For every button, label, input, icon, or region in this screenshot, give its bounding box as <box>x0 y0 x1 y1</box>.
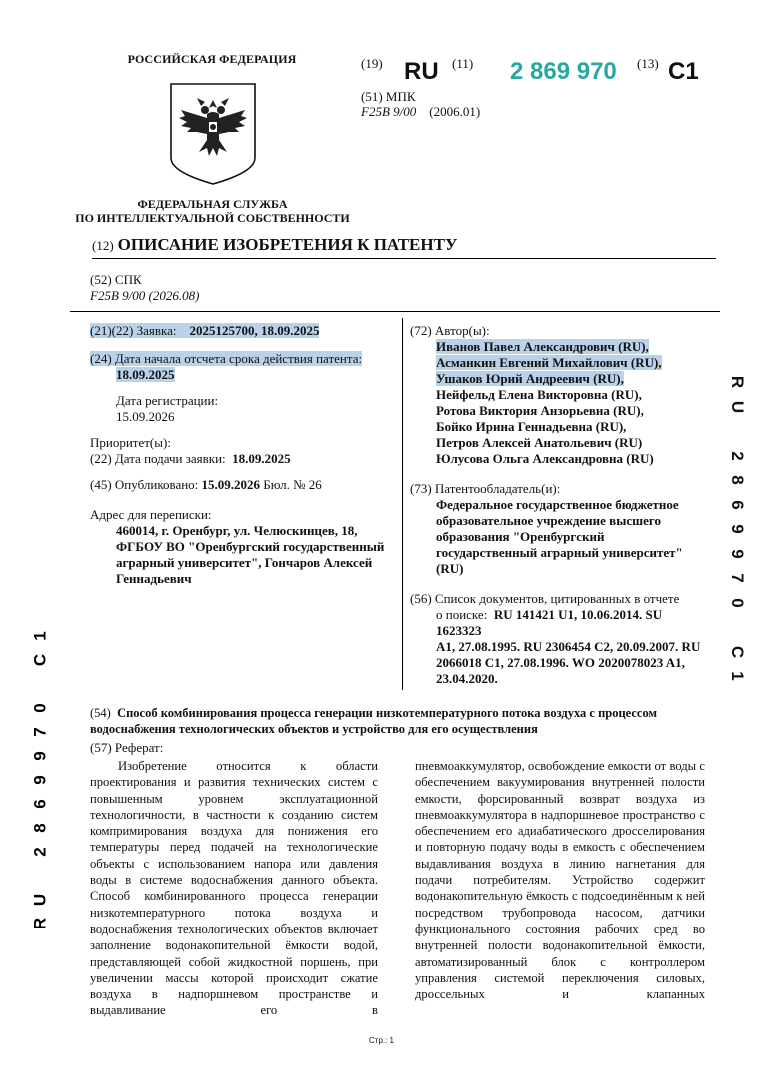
abstract-column-right <box>415 758 705 1002</box>
application-value: 2025125700, 18.09.2025 <box>189 323 320 338</box>
side-code-char: R <box>728 375 747 389</box>
side-code-char: 9 <box>728 524 747 534</box>
registration-block <box>90 393 400 425</box>
author: Юлусова Ольга Александровна (RU) <box>436 451 654 466</box>
author: Нейфельд Елена Викторовна (RU), <box>436 387 642 402</box>
author: Асманкин Евгений Михайлович (RU), <box>436 355 662 370</box>
cited-line: A1, 27.08.1995. RU 2306454 C2, 20.09.2007. RU <box>436 639 701 654</box>
title-text: ОПИСАНИЕ ИЗОБРЕТЕНИЯ К ПАТЕНТУ <box>117 235 458 254</box>
bulletin-number: Бюл. № 26 <box>263 477 322 492</box>
side-code-char: 0 <box>728 597 747 608</box>
authors-block <box>410 323 710 467</box>
cited-label-2: о поиске: <box>436 607 488 622</box>
priority-block <box>90 435 400 467</box>
side-code-char: U <box>30 893 50 907</box>
side-code-char: 2 <box>30 847 50 857</box>
side-code-char: C <box>728 645 747 658</box>
invention-title-text: Способ комбинирования процесса генерации низкотемпературного потока воздуха с процессом водоснабжения технологических объектов и устройство для его осуществления <box>90 706 658 736</box>
mpk-classification <box>361 104 480 120</box>
abstract-column-left <box>90 758 378 1019</box>
author: Иванов Павел Александрович (RU), <box>436 339 649 354</box>
abstract-left-text: Изобретение относится к области проектирования и развития технических систем с повышенным уровнем эксплуатационной технологичности, в частности к созданию систем компримирования воздуха для понижения его температуры перед подачей на технологические объекты с использованием напора или давления воды в системе водоснабжения данного объекта. Способ комбинированного процесса генерации низкотемпературного потока воздуха и водоснабжения технологических объектов включает заполнение водонакопительной ёмкости водой, представляющей собой жидкостной поршень, при увеличении массы которой происходит сжатие воздуха в надпоршневом пространстве и выдавливание его в <box>90 759 378 1018</box>
mpk-class: F25B 9/00 <box>361 104 417 119</box>
owner-block <box>410 481 710 577</box>
abstract-label: (57) Реферат: <box>90 740 164 755</box>
side-code-char: 7 <box>728 573 747 583</box>
owner-line: (RU) <box>436 561 464 576</box>
application-label: (21)(22) Заявка: <box>90 323 177 338</box>
published-row <box>90 477 400 493</box>
address-line: ФГБОУ ВО "Оренбургский государственный <box>116 539 385 554</box>
country-name: РОССИЙСКАЯ ФЕДЕРАЦИЯ <box>127 52 297 66</box>
side-code-char: C <box>30 653 50 667</box>
author: Петров Алексей Анатольевич (RU) <box>436 435 643 450</box>
owner-line: образования "Оренбургский <box>436 529 605 544</box>
side-code-char: R <box>30 917 50 928</box>
column-divider <box>402 318 403 690</box>
document-title <box>92 235 457 255</box>
side-code-char: 6 <box>30 799 50 809</box>
side-code-char: 1 <box>728 671 747 681</box>
side-code-char: 8 <box>728 475 747 485</box>
page-number: Стр.: 1 <box>369 1036 395 1045</box>
invention-title <box>90 705 710 737</box>
cited-line: RU 141421 U1, 10.06.2014. SU 1623323 <box>436 607 663 638</box>
bibliographic-left <box>90 323 400 587</box>
cited-line: 23.04.2020. <box>436 671 498 686</box>
author: Бойко Ирина Геннадьевна (RU), <box>436 419 627 434</box>
start-date-label: (24) Дата начала отсчета срока действия патента: <box>90 351 363 366</box>
title-code: (12) <box>92 238 114 253</box>
author: Ушаков Юрий Андреевич (RU), <box>436 371 624 386</box>
start-date-value: 18.09.2025 <box>116 367 175 382</box>
kind-code: C1 <box>668 58 699 85</box>
address-block <box>90 507 400 587</box>
side-code-char: 9 <box>30 751 50 761</box>
divider <box>92 258 716 259</box>
code-13: (13) <box>637 56 659 71</box>
side-code-left-svg <box>28 628 52 928</box>
cited-line: 2066018 C1, 27.08.1996. WO 2020078023 A1, <box>436 655 685 670</box>
side-code-char: 6 <box>728 499 747 510</box>
mpk-version: (2006.01) <box>429 104 481 119</box>
registration-value: 15.09.2026 <box>116 409 175 424</box>
code-51-label: (51) МПК <box>361 89 416 104</box>
application-row <box>90 323 400 339</box>
agency-line-2: ПО ИНТЕЛЛЕКТУАЛЬНОЙ СОБСТВЕННОСТИ <box>75 211 350 225</box>
side-code-char: U <box>728 400 747 413</box>
spk-block <box>90 272 199 304</box>
registration-label: Дата регистрации: <box>116 393 219 408</box>
owner-line: образовательное учреждение высшего <box>436 513 661 528</box>
spk-label: (52) СПК <box>90 272 142 287</box>
address-label: Адрес для переписки: <box>90 507 212 522</box>
address-line: 460014, г. Оренбург, ул. Челюскинцев, 18, <box>116 523 358 538</box>
priority-label: Приоритет(ы): <box>90 435 171 450</box>
filing-value: 18.09.2025 <box>232 451 291 466</box>
patent-number: 2 869 970 <box>510 58 617 85</box>
owner-label: (73) Патентообладатель(и): <box>410 481 561 496</box>
divider <box>70 311 720 312</box>
spk-value: F25B 9/00 (2026.08) <box>90 288 200 303</box>
code-11: (11) <box>452 56 474 71</box>
address-line: аграрный университет", Гончаров Алексей <box>116 555 373 570</box>
abstract-right-text: пневмоаккумулятор, освобождение емкости от воды с обеспечением вакуумирования внутренней полости емкости, форсированный возврат воздуха из пневмоаккумулятора в надпоршневое пространство с обеспечением его адиабатического дросселирования и повторную подачу воды в емкость с обеспечением выдавливания воздуха в линию нагнетания для подачи потребителям. Устройство содержит водонакопительную ёмкость с подсоединённым к ней посредством трубопровода насосом, датчики функционального состояния рабочих сред во внутренней полости водонакопительной ёмкости, автоматизированный блок с контроллером управления системой переключения силовых, дроссельных и клапанных <box>415 759 705 1002</box>
agency-name <box>60 197 365 225</box>
owner-line: Федеральное государственное бюджетное <box>436 497 679 512</box>
address-line: Геннадьевич <box>116 571 192 586</box>
side-code-char: 8 <box>30 823 50 833</box>
code-19: (19) <box>361 56 383 71</box>
side-code-left <box>28 628 48 933</box>
cited-block <box>410 591 710 687</box>
emblem-icon <box>163 80 263 188</box>
side-code-char: 7 <box>30 727 50 737</box>
authors-label: (72) Автор(ы): <box>410 323 490 338</box>
start-date-block <box>90 351 400 383</box>
filing-label: (22) Дата подачи заявки: <box>90 451 226 466</box>
published-label: (45) Опубликовано: <box>90 477 199 492</box>
side-code-char: 9 <box>30 775 50 785</box>
published-value: 15.09.2026 <box>201 477 261 492</box>
owner-line: государственный аграрный университет" <box>436 545 683 560</box>
invention-title-code: (54) <box>90 706 111 720</box>
side-code-char: 9 <box>728 548 747 559</box>
bibliographic-right <box>410 323 710 687</box>
author: Ротова Виктория Анзорьевна (RU), <box>436 403 644 418</box>
agency-line-1: ФЕДЕРАЛЬНАЯ СЛУЖБА <box>137 197 288 211</box>
cited-label: (56) Список документов, цитированных в отчете <box>410 591 680 606</box>
side-code-char: 0 <box>30 703 50 713</box>
side-code-char: 1 <box>30 631 50 641</box>
country-code: RU <box>404 58 439 85</box>
side-code-char: 2 <box>728 450 747 461</box>
